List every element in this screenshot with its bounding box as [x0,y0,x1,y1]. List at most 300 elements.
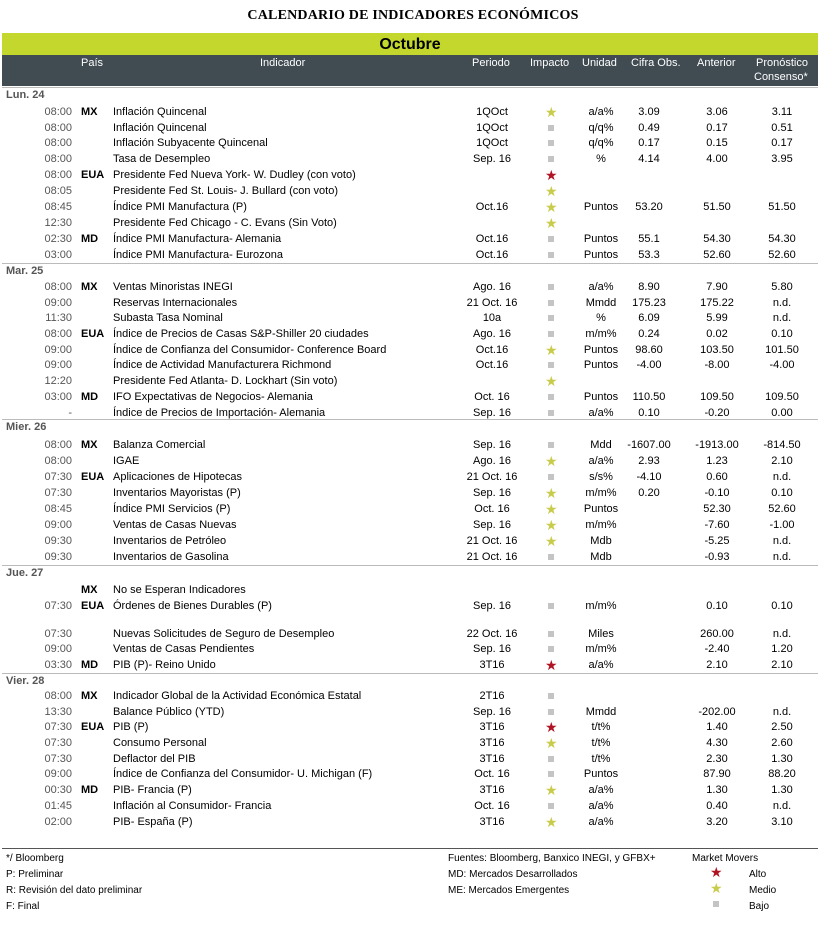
cell-obs: 0.49 [638,122,660,134]
cell-fcst: 101.50 [765,344,799,356]
cell-obs: 8.90 [638,281,660,293]
cell-unit: s/s% [589,471,613,483]
cell-unit: m/m% [585,643,617,655]
cell-prev: 2.10 [706,659,728,671]
cell-prev: 3.06 [706,106,728,118]
impact-bajo-icon [545,312,557,324]
cell-obs: 53.3 [638,249,660,261]
cell-indicator: Aplicaciones de Hipotecas [113,471,243,483]
cell-period: 3T16 [479,721,505,733]
me-legend-text: ME: Mercados Emergentes [448,885,570,896]
table-row [0,153,820,167]
cell-indicator: Índice de Confianza del Consumidor- U. Michigan (F) [113,768,373,780]
cell-country: MX [81,439,98,451]
cell-unit: Puntos [583,249,619,261]
impact-medio-icon: ★ [545,782,558,798]
cell-unit: a/a% [588,455,614,467]
cell-period: 21 Oct. 16 [466,535,518,547]
table-row [0,503,820,517]
day-label: Lun. 24 [6,89,45,101]
cell-prev: 4.00 [706,153,728,165]
footer-divider [2,848,818,849]
cell-time: 12:20 [44,375,72,387]
cell-prev: 109.50 [700,391,734,403]
cell-unit: Miles [588,628,614,640]
col-anterior: Anterior [697,57,736,69]
table-row [0,185,820,199]
cell-period: 1QOct [476,106,508,118]
cell-indicator: Índice de Actividad Manufacturera Richmond [113,359,332,371]
cell-prev: 1.23 [706,455,728,467]
cell-unit: Puntos [583,201,619,213]
cell-indicator: Órdenes de Bienes Durables (P) [113,600,272,612]
cell-indicator: Inflación Subyacente Quincenal [113,137,268,149]
table-row [0,106,820,120]
cell-unit: t/t% [591,737,611,749]
table-row [0,600,820,614]
cell-fcst: 5.80 [771,281,793,293]
cell-country: MX [81,584,98,596]
cell-fcst: 3.95 [771,153,793,165]
cell-country: EUA [81,600,105,612]
impact-medio-icon: ★ [545,501,558,517]
cell-fcst: 0.17 [771,137,793,149]
col-periodo: Periodo [472,57,510,69]
table-row [0,471,820,485]
cell-obs: 0.17 [638,137,660,149]
cell-indicator: Índice PMI Servicios (P) [113,503,231,515]
cell-time: 03:00 [44,391,72,403]
table-row [0,233,820,247]
table-row [0,217,820,231]
cell-time: 09:00 [44,519,72,531]
cell-fcst: n.d. [772,706,792,718]
cell-indicator: Subasta Tasa Nominal [113,312,223,324]
cell-period: Oct. 16 [474,503,510,515]
cell-time: 08:45 [44,503,72,515]
cell-unit: Puntos [583,359,619,371]
cell-time: 07:30 [44,487,72,499]
cell-country: EUA [81,328,105,340]
cell-indicator: Tasa de Desempleo [113,153,211,165]
cell-indicator: Ventas Minoristas INEGI [113,281,233,293]
cell-indicator: Índice PMI Manufactura (P) [113,201,247,213]
table-row [0,519,820,533]
cell-fcst: 2.10 [771,455,793,467]
cell-period: Sep. 16 [473,600,511,612]
square-low-icon [710,898,722,910]
cell-obs: 0.10 [638,407,660,419]
cell-fcst: 0.00 [771,407,793,419]
impact-medio-icon: ★ [545,104,558,120]
impact-alto-icon: ★ [545,657,558,673]
cell-time: 07:30 [44,737,72,749]
cell-indicator: IFO Expectativas de Negocios- Alemania [113,391,313,403]
cell-indicator: PIB (P) [113,721,149,733]
cell-unit: m/m% [585,487,617,499]
star-medium-icon: ★ [710,880,723,896]
table-row [0,455,820,469]
impact-medio-icon: ★ [545,485,558,501]
cell-unit: a/a% [588,800,614,812]
cell-fcst: n.d. [772,297,792,309]
impact-bajo-icon [545,122,557,134]
col-unidad: Unidad [582,57,617,69]
cell-prev: -0.20 [704,407,730,419]
day-label: Mier. 26 [6,421,47,433]
table-row [0,628,820,642]
cell-indicator: Inventarios Mayoristas (P) [113,487,241,499]
cell-country: MD [81,233,99,245]
cell-obs: 0.20 [638,487,660,499]
impact-alto-icon: ★ [545,167,558,183]
table-row [0,753,820,767]
cell-time: 07:30 [44,628,72,640]
cell-prev: 260.00 [700,628,734,640]
col-consenso: Consenso* [754,71,808,83]
table-row [0,312,820,326]
cell-period: Oct.16 [475,233,509,245]
star-high-icon: ★ [710,864,723,880]
table-row [0,249,820,263]
cell-indicator: Deflactor del PIB [113,753,196,765]
cell-unit: Mmdd [585,706,617,718]
cell-obs: 2.93 [638,455,660,467]
impact-medio-icon: ★ [545,814,558,830]
cell-indicator: IGAE [113,455,140,467]
table-header [2,55,818,86]
cell-indicator: Nuevas Solicitudes de Seguro de Desempleo [113,628,335,640]
cell-country: EUA [81,721,105,733]
cell-indicator: No se Esperan Indicadores [113,584,246,596]
cell-fcst: 52.60 [768,503,796,515]
md-legend-text: MD: Mercados Desarrollados [448,869,578,880]
cell-fcst: -4.00 [769,359,795,371]
cell-obs: 175.23 [632,297,666,309]
cell-obs: -4.10 [636,471,662,483]
cell-indicator: Inventarios de Gasolina [113,551,229,563]
cell-indicator: Inflación al Consumidor- Francia [113,800,272,812]
impact-bajo-icon [545,706,557,718]
cell-fcst: 1.30 [771,784,793,796]
cell-prev: 54.30 [703,233,731,245]
cell-period: 3T16 [479,753,505,765]
impact-bajo-icon [545,439,557,451]
cell-time: 13:30 [44,706,72,718]
impact-bajo-icon [545,800,557,812]
cell-time: 08:00 [44,122,72,134]
impact-bajo-icon [545,359,557,371]
cell-fcst: 0.51 [771,122,793,134]
cell-fcst: 0.10 [771,600,793,612]
day-divider [2,263,818,264]
cell-prev: 5.99 [706,312,728,324]
cell-prev: 52.30 [703,503,731,515]
cell-indicator: Balanza Comercial [113,439,206,451]
cell-fcst: 51.50 [768,201,796,213]
cell-unit: Puntos [583,391,619,403]
market-movers-title: Market Movers [692,853,759,864]
table-row [0,281,820,295]
legend-bajo: Bajo [749,901,770,912]
cell-country: MX [81,106,98,118]
impact-bajo-icon [545,551,557,563]
cell-period: Sep. 16 [473,519,511,531]
cell-period: 1QOct [476,137,508,149]
cell-fcst: n.d. [772,471,792,483]
cell-prev: -202.00 [698,706,736,718]
cell-time: 08:00 [44,137,72,149]
col-cifra: Cifra Obs. [631,57,681,69]
cell-prev: 1.30 [706,784,728,796]
cell-obs: -1607.00 [627,439,671,451]
cell-country: EUA [81,169,105,181]
table-row [0,737,820,751]
table-row [0,137,820,151]
cell-time: 08:45 [44,201,72,213]
cell-fcst: n.d. [772,535,792,547]
cell-period: 3T16 [479,737,505,749]
cell-period: Sep. 16 [473,643,511,655]
cell-indicator: Reservas Internacionales [113,297,238,309]
cell-fcst: 1.20 [771,643,793,655]
table-row [0,344,820,358]
impact-medio-icon: ★ [545,517,558,533]
cell-country: MD [81,659,99,671]
cell-prev: -1913.00 [695,439,739,451]
table-row [0,487,820,501]
cell-prev: -8.00 [704,359,730,371]
cell-period: Sep. 16 [473,706,511,718]
cell-time: 08:00 [44,153,72,165]
day-divider [2,87,818,88]
cell-time: 08:05 [44,185,72,197]
cell-period: Sep. 16 [473,439,511,451]
cell-indicator: Índice de Precios de Casas S&P-Shiller 20 ciudades [113,328,369,340]
table-row [0,784,820,798]
cell-indicator: Presidente Fed Atlanta- D. Lockhart (Sin voto) [113,375,338,387]
cell-time: 12:30 [44,217,72,229]
impact-medio-icon: ★ [545,533,558,549]
cell-period: Oct.16 [475,344,509,356]
cell-obs: 98.60 [635,344,663,356]
cell-unit: a/a% [588,106,614,118]
note-revision: R: Revisión del dato preliminar [6,885,143,896]
impact-bajo-icon [545,328,557,340]
cell-time: 03:00 [44,249,72,261]
legend-alto: Alto [749,869,767,880]
cell-indicator: Ventas de Casas Pendientes [113,643,255,655]
cell-prev: 0.15 [706,137,728,149]
cell-period: Oct.16 [475,201,509,213]
cell-prev: 7.90 [706,281,728,293]
cell-obs: 110.50 [632,391,666,403]
cell-indicator: PIB- Francia (P) [113,784,192,796]
cell-indicator: Índice de Precios de Importación- Alemania [113,407,326,419]
cell-time: 07:30 [44,600,72,612]
cell-time: 03:30 [44,659,72,671]
cell-unit: a/a% [588,281,614,293]
cell-fcst: 3.10 [771,816,793,828]
impact-medio-icon: ★ [545,453,558,469]
cell-prev: -7.60 [704,519,730,531]
cell-unit: m/m% [585,600,617,612]
cell-prev: 3.20 [706,816,728,828]
table-row [0,201,820,215]
cell-country: MX [81,690,98,702]
cell-time: 09:00 [44,297,72,309]
cell-time: 07:30 [44,471,72,483]
cell-time: 08:00 [44,455,72,467]
cell-unit: a/a% [588,659,614,671]
cell-prev: 51.50 [703,201,731,213]
cell-fcst: 1.30 [771,753,793,765]
cell-unit: m/m% [585,519,617,531]
note-preliminar: P: Preliminar [6,869,64,880]
table-row [0,122,820,136]
cell-period: Oct.16 [475,359,509,371]
cell-fcst: -814.50 [763,439,801,451]
impact-alto-icon: ★ [545,719,558,735]
table-row [0,659,820,673]
cell-time: 08:00 [44,106,72,118]
cell-indicator: Índice de Confianza del Consumidor- Conference Board [113,344,387,356]
cell-prev: 0.02 [706,328,728,340]
note-final: F: Final [6,901,40,912]
cell-unit: q/q% [588,137,614,149]
cell-fcst: 0.10 [771,487,793,499]
col-pais: País [81,57,104,69]
cell-time: 09:00 [44,643,72,655]
cell-unit: % [596,153,606,165]
cell-fcst: n.d. [772,628,792,640]
cell-unit: % [596,312,606,324]
day-label: Jue. 27 [6,567,44,579]
cell-period: Sep. 16 [473,407,511,419]
cell-period: 10a [482,312,502,324]
cell-prev: 0.17 [706,122,728,134]
cell-obs: 6.09 [638,312,660,324]
table-row [0,391,820,405]
cell-period: Ago. 16 [473,455,511,467]
cell-indicator: Indicador Global de la Actividad Económica Estatal [113,690,362,702]
cell-unit: q/q% [588,122,614,134]
table-row [0,328,820,342]
impact-bajo-icon [545,297,557,309]
table-row [0,690,820,704]
impact-bajo-icon [545,249,557,261]
day-divider [2,565,818,566]
cell-country: MD [81,784,99,796]
cell-period: Sep. 16 [473,487,511,499]
impact-medio-icon: ★ [545,183,558,199]
cell-prev: 0.60 [706,471,728,483]
cell-period: Sep. 16 [473,153,511,165]
cell-fcst: n.d. [772,800,792,812]
cell-unit: Puntos [583,344,619,356]
impact-medio-icon: ★ [545,199,558,215]
cell-unit: Mdd [590,439,612,451]
cell-period: 21 Oct. 16 [466,297,518,309]
cell-prev: -0.10 [704,487,730,499]
cell-obs: 3.09 [638,106,660,118]
cell-time: 08:00 [44,439,72,451]
cell-prev: 52.60 [703,249,731,261]
cell-prev: 0.40 [706,800,728,812]
cell-fcst: 2.50 [771,721,793,733]
cell-obs: 53.20 [635,201,663,213]
cell-unit: Puntos [583,233,619,245]
cell-prev: -5.25 [704,535,730,547]
cell-time: 07:30 [44,753,72,765]
cell-fcst: 109.50 [765,391,799,403]
impact-bajo-icon [545,753,557,765]
cell-period: 1QOct [476,122,508,134]
cell-unit: t/t% [591,753,611,765]
cell-indicator: Inventarios de Petróleo [113,535,227,547]
col-indicador: Indicador [260,57,306,69]
cell-indicator: Balance Público (YTD) [113,706,225,718]
cell-period: 3T16 [479,659,505,671]
legend-medio: Medio [749,885,777,896]
cell-unit: a/a% [588,816,614,828]
cell-time: 08:00 [44,281,72,293]
cell-time: 09:30 [44,551,72,563]
table-row [0,375,820,389]
impact-bajo-icon [545,281,557,293]
cell-period: 22 Oct. 16 [466,628,518,640]
table-row [0,359,820,373]
cell-fcst: -1.00 [769,519,795,531]
cell-prev: -2.40 [704,643,730,655]
cell-fcst: 52.60 [768,249,796,261]
cell-unit: m/m% [585,328,617,340]
table-row [0,551,820,565]
table-row [0,721,820,735]
cell-indicator: Presidente Fed St. Louis- J. Bullard (con voto) [113,185,338,197]
cell-time: 09:00 [44,359,72,371]
table-row [0,297,820,311]
impact-bajo-icon [545,471,557,483]
table-row [0,768,820,782]
cell-period: 21 Oct. 16 [466,551,518,563]
cell-prev: 0.10 [706,600,728,612]
cell-fcst: n.d. [772,312,792,324]
cell-time: 08:00 [44,690,72,702]
note-bloomberg: */ Bloomberg [6,853,64,864]
impact-bajo-icon [545,600,557,612]
cell-obs: 4.14 [638,153,660,165]
cell-prev: 175.22 [700,297,734,309]
cell-unit: Puntos [583,503,619,515]
table-row [0,706,820,720]
cell-indicator: Presidente Fed Nueva York- W. Dudley (con voto) [113,169,356,181]
cell-obs: 55.1 [638,233,660,245]
cell-period: Oct. 16 [474,800,510,812]
cell-time: 02:00 [44,816,72,828]
cell-indicator: Presidente Fed Chicago - C. Evans (Sin Voto) [113,217,337,229]
cell-period: 21 Oct. 16 [466,471,518,483]
table-row [0,535,820,549]
cell-indicator: Ventas de Casas Nuevas [113,519,237,531]
cell-unit: a/a% [588,407,614,419]
table-row [0,169,820,183]
impact-bajo-icon [545,690,557,702]
impact-bajo-icon [545,407,557,419]
cell-indicator: PIB (P)- Reino Unido [113,659,216,671]
day-divider [2,419,818,420]
cell-indicator: Índice PMI Manufactura- Alemania [113,233,282,245]
